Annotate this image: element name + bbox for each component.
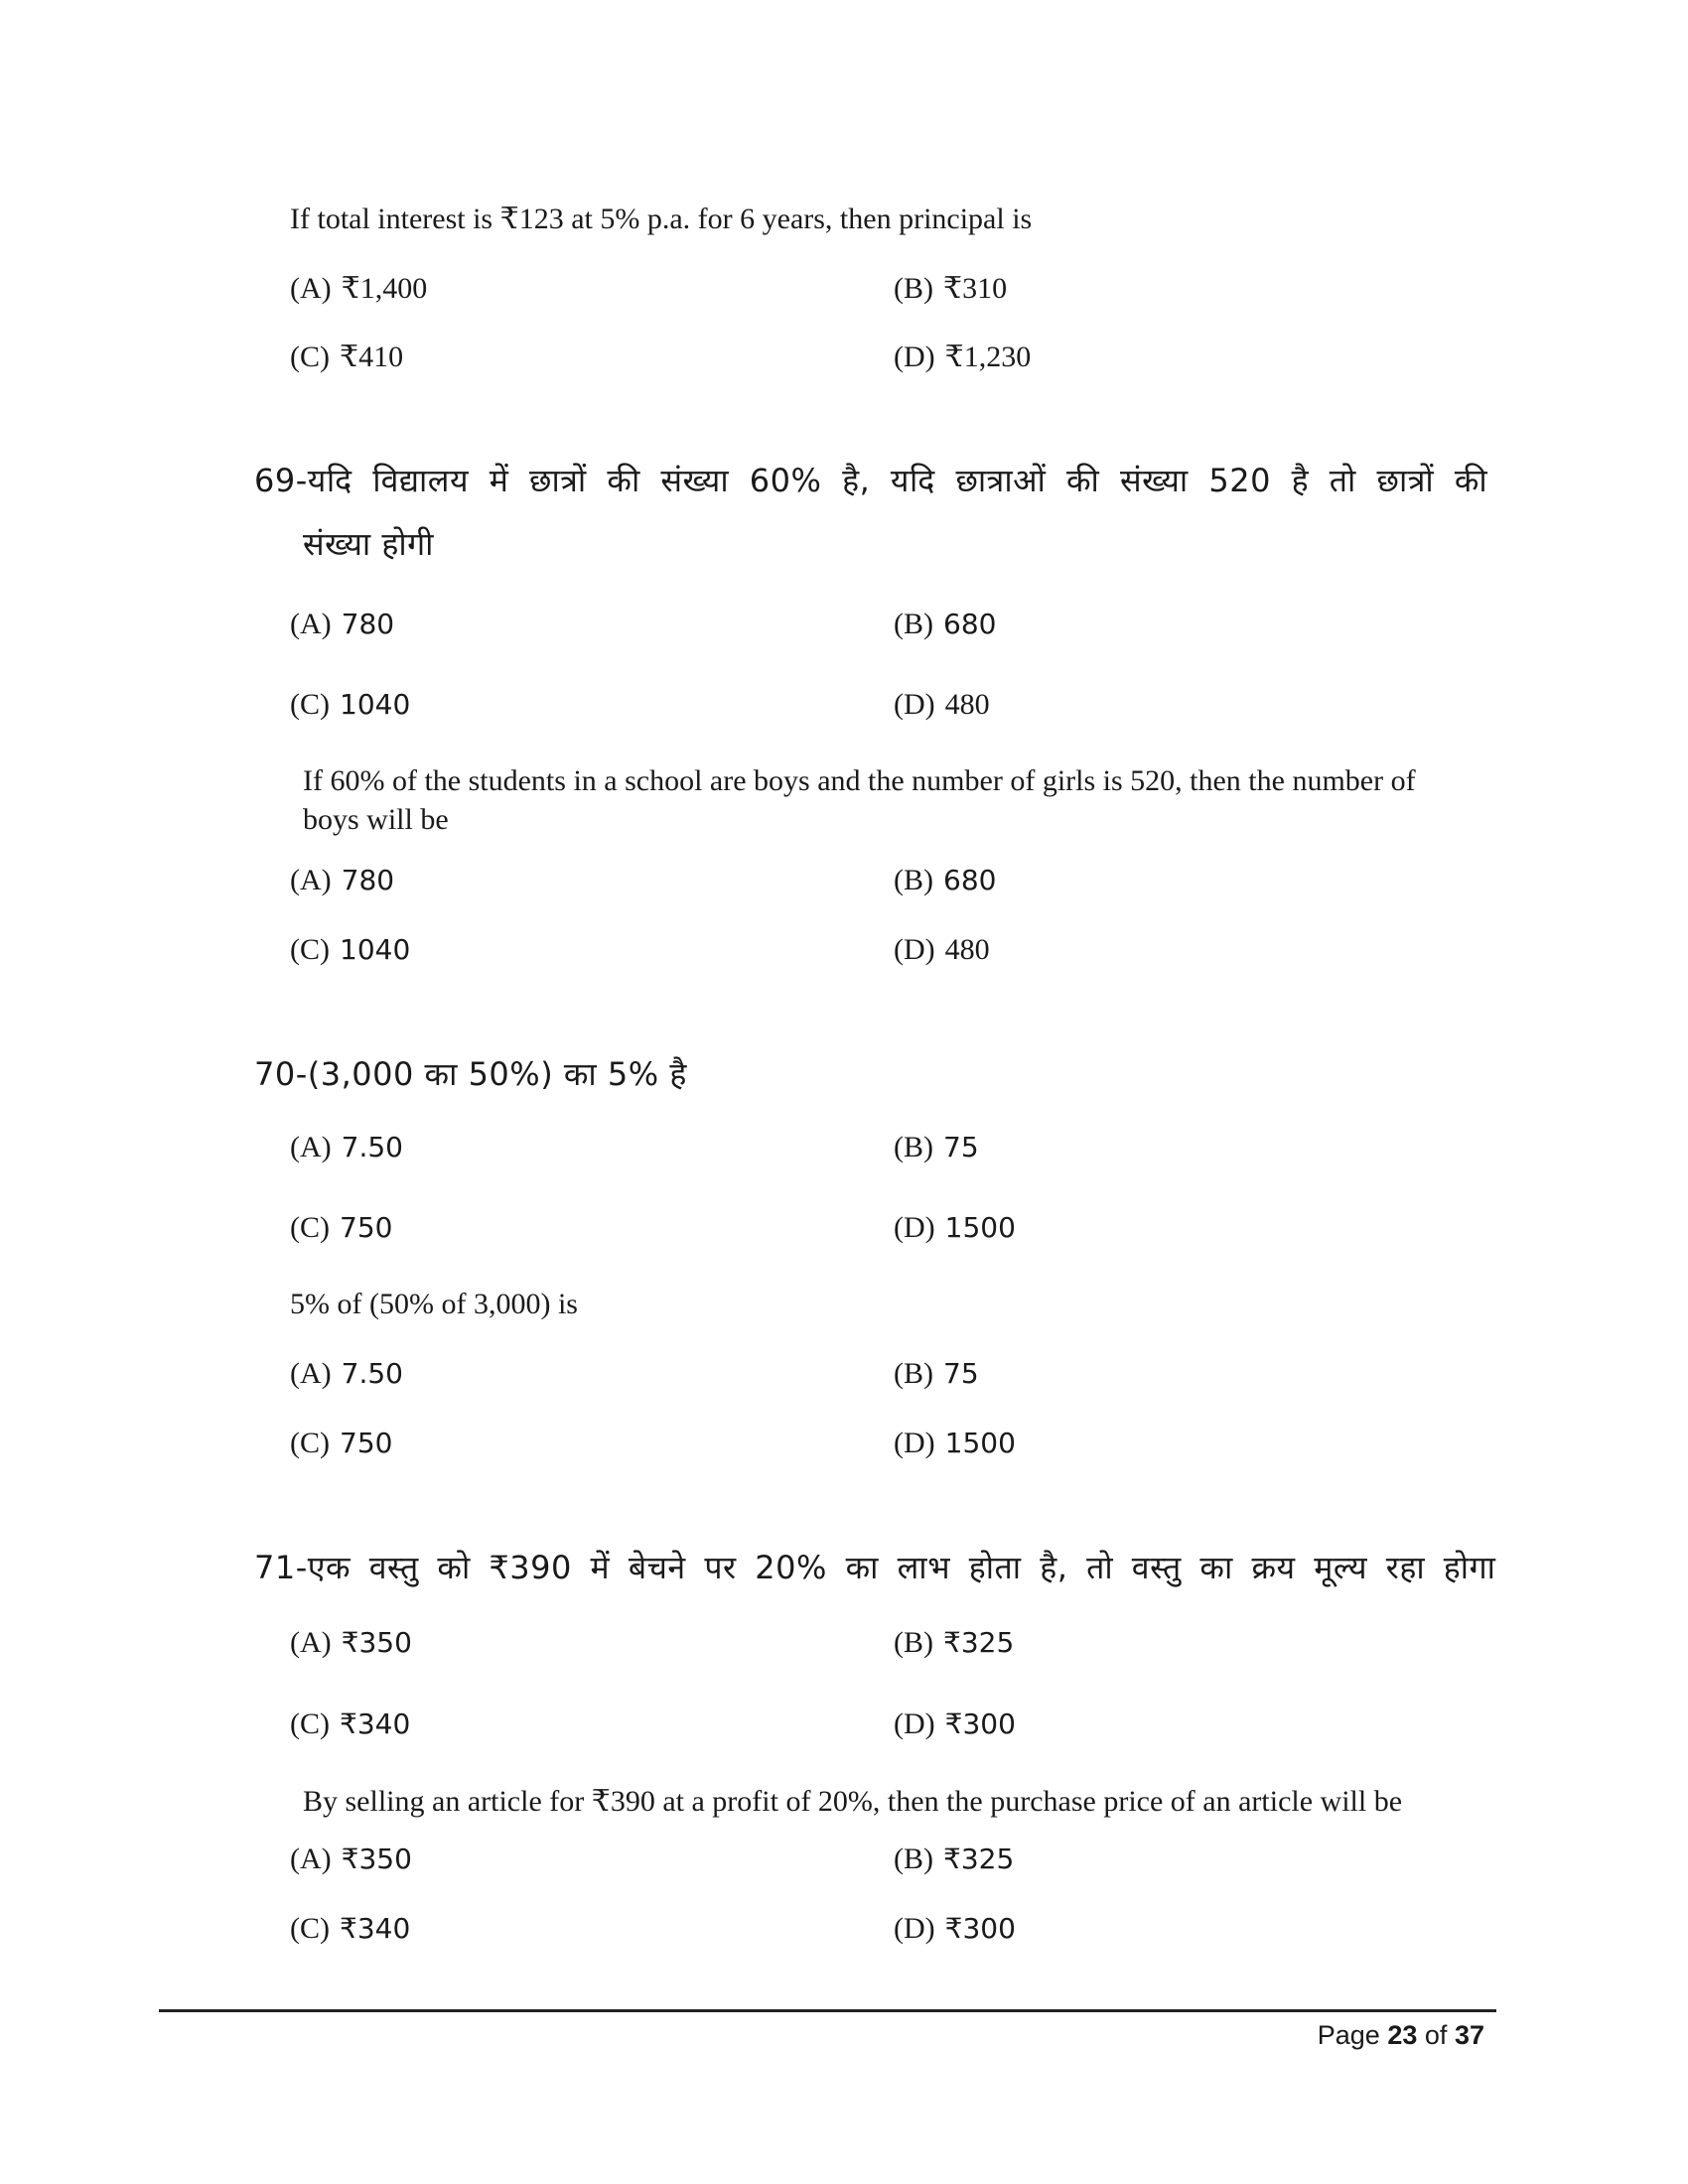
- q71-hi-stem: 71-एक वस्तु को ₹390 में बेचने पर 20% का लाभ होता है, तो वस्तु का क्रय मूल्य रहा होगा: [254, 1549, 1496, 1586]
- q69-hi-stem-line2: संख्या होगी: [303, 525, 434, 563]
- q71-en-option-c: [290, 1912, 410, 1946]
- q70-hi-option-a: [290, 1131, 403, 1164]
- q70-en-option-d: [894, 1427, 1016, 1460]
- option-label: (A): [290, 1626, 332, 1659]
- option-label: (C): [290, 1211, 330, 1244]
- option-value: 1500: [944, 1427, 1016, 1459]
- option-value: 780: [341, 608, 395, 640]
- option-value: 480: [944, 688, 990, 721]
- q71-hi-option-c: [290, 1707, 410, 1741]
- q70-en-stem: 5% of (50% of 3,000) is: [290, 1288, 578, 1320]
- q69-en-option-b: [894, 864, 996, 897]
- q70-hi-option-c: [290, 1211, 392, 1245]
- option-label: (B): [894, 1626, 933, 1659]
- option-value: 680: [943, 864, 997, 896]
- q70-en-option-b: [894, 1357, 979, 1391]
- q71-hi-option-a: [290, 1626, 412, 1660]
- q68-en-option-a: [290, 271, 427, 306]
- option-label: (D): [894, 688, 935, 721]
- option-label: (C): [290, 1427, 330, 1459]
- q69-hi-stem-line1: 69-यदि विद्यालय में छात्रों की संख्या 60% है, यदि छात्राओं की संख्या 520 है तो छात्रों की: [254, 462, 1488, 499]
- option-value: ₹340: [340, 1912, 411, 1945]
- footer-divider: [159, 2009, 1496, 2012]
- q68-en-option-c: [290, 340, 403, 374]
- option-value: ₹325: [943, 1843, 1015, 1875]
- page-total: 37: [1454, 2020, 1484, 2050]
- q68-en-option-b: [894, 271, 1007, 306]
- option-label: (B): [894, 1843, 933, 1875]
- option-label: (B): [894, 1357, 933, 1390]
- page-number: [1318, 2020, 1484, 2051]
- of-word: of: [1424, 2020, 1448, 2050]
- option-label: (C): [290, 688, 330, 721]
- option-label: (C): [290, 933, 330, 966]
- option-label: (A): [290, 1131, 332, 1163]
- option-label: (A): [290, 608, 332, 640]
- q69-en-option-a: [290, 864, 394, 897]
- option-label: (B): [894, 608, 933, 640]
- option-label: (B): [894, 864, 933, 896]
- option-label: (B): [894, 1131, 933, 1163]
- q71-en-option-b: [894, 1843, 1014, 1876]
- option-value: 750: [340, 1211, 393, 1244]
- option-label: (D): [894, 1912, 935, 1945]
- option-value: 75: [943, 1357, 979, 1390]
- option-label: (A): [290, 272, 332, 305]
- q71-en-stem: By selling an article for ₹390 at a profit of 20%, then the purchase price of an article will be: [303, 1785, 1403, 1818]
- option-value: ₹410: [340, 341, 404, 373]
- option-label: (C): [290, 1707, 330, 1740]
- option-value: 480: [944, 933, 990, 966]
- q71-hi-option-d: [894, 1707, 1016, 1741]
- option-label: (D): [894, 341, 935, 373]
- q70-hi-option-b: [894, 1131, 979, 1164]
- option-value: ₹310: [943, 272, 1008, 305]
- option-value: 1040: [340, 688, 411, 721]
- q68-en-option-d: [894, 340, 1031, 374]
- option-value: 1040: [340, 933, 411, 966]
- option-label: (B): [894, 272, 933, 305]
- q68-en-stem: If total interest is ₹123 at 5% p.a. for 6 years, then principal is: [290, 203, 1033, 235]
- q69-hi-option-d: [894, 688, 990, 722]
- option-value: ₹325: [943, 1626, 1015, 1659]
- option-label: (D): [894, 1707, 935, 1740]
- option-label: (D): [894, 1427, 935, 1459]
- q69-en-option-d: [894, 933, 990, 967]
- option-value: ₹350: [341, 1843, 412, 1875]
- q69-en-stem-line1: If 60% of the students in a school are boys and the number of girls is 520, then the number of: [303, 764, 1416, 797]
- option-value: 1500: [944, 1211, 1016, 1244]
- q71-hi-option-b: [894, 1626, 1014, 1660]
- q69-en-stem-line2: boys will be: [303, 803, 449, 836]
- q69-hi-option-b: [894, 608, 996, 641]
- option-value: 780: [341, 864, 395, 896]
- q70-hi-stem: 70-(3,000 का 50%) का 5% है: [254, 1055, 687, 1093]
- option-value: 750: [340, 1427, 393, 1459]
- option-value: ₹1,400: [341, 272, 428, 305]
- option-label: (D): [894, 933, 935, 966]
- q70-en-option-c: [290, 1427, 392, 1460]
- option-value: ₹350: [341, 1626, 412, 1659]
- q69-hi-option-c: [290, 688, 410, 722]
- q70-hi-option-d: [894, 1211, 1016, 1245]
- option-value: 75: [943, 1131, 979, 1163]
- option-label: (A): [290, 864, 332, 896]
- option-value: ₹340: [340, 1707, 411, 1740]
- option-value: 7.50: [341, 1357, 403, 1390]
- q71-en-option-d: [894, 1912, 1016, 1946]
- option-value: ₹300: [944, 1912, 1016, 1945]
- q71-en-option-a: [290, 1843, 412, 1876]
- q69-hi-option-a: [290, 608, 394, 641]
- option-label: (A): [290, 1843, 332, 1875]
- option-value: 7.50: [341, 1131, 403, 1163]
- option-value: ₹300: [944, 1707, 1016, 1740]
- option-label: (D): [894, 1211, 935, 1244]
- option-value: 680: [943, 608, 997, 640]
- q70-en-option-a: [290, 1357, 403, 1391]
- option-label: (A): [290, 1357, 332, 1390]
- option-label: (C): [290, 1912, 330, 1945]
- page-word: Page: [1317, 2020, 1380, 2050]
- page-current: 23: [1387, 2020, 1418, 2050]
- option-label: (C): [290, 341, 330, 373]
- option-value: ₹1,230: [944, 341, 1032, 373]
- q69-en-option-c: [290, 933, 410, 967]
